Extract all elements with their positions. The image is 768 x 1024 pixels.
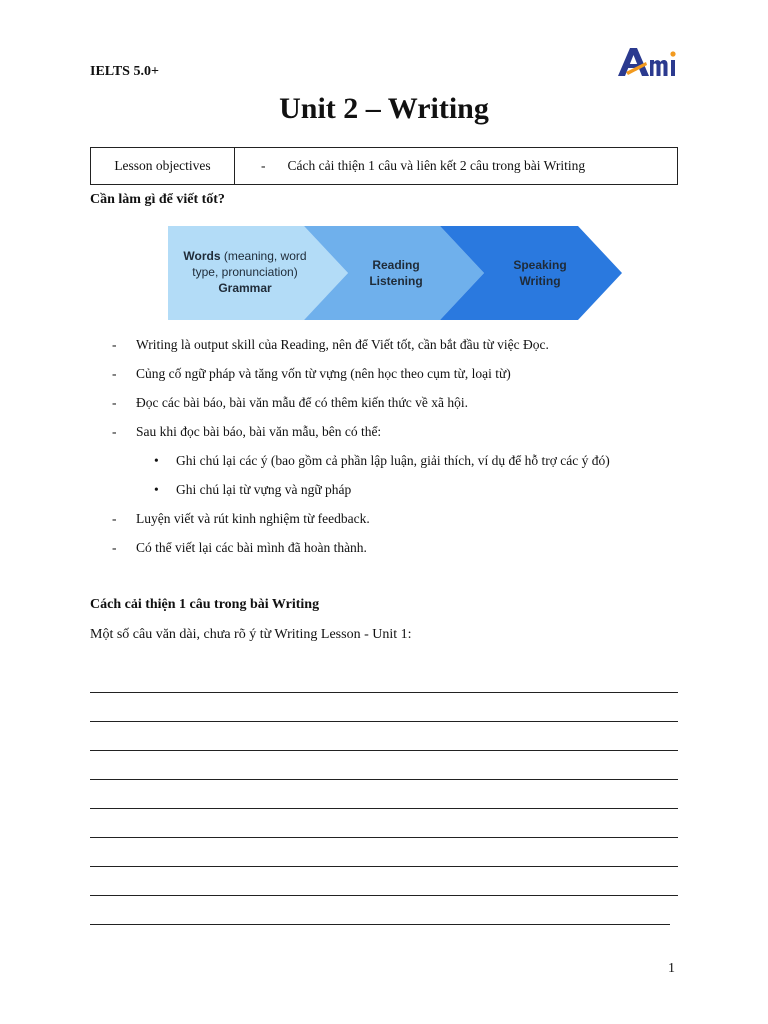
bullet-dash: -: [112, 337, 117, 352]
objectives-cell: [235, 148, 585, 184]
objectives-label: Lesson objectives: [91, 148, 235, 184]
section-heading-improve-sentence: Cách cải thiện 1 câu trong bài Writing: [90, 597, 320, 612]
writing-line[interactable]: [90, 867, 678, 896]
writing-line[interactable]: [90, 751, 678, 780]
process-step-3: [490, 257, 590, 289]
list-item-text: Có thể viết lại các bài mình đã hoàn thành.: [136, 540, 367, 555]
bullet-dash: -: [112, 395, 117, 410]
page-number: 1: [668, 961, 675, 976]
list-item: [112, 510, 702, 539]
writing-line[interactable]: [90, 838, 678, 867]
sub-list-item: [112, 452, 702, 481]
section-intro-text: Một số câu văn dài, chưa rõ ý từ Writing Lesson - Unit 1:: [90, 627, 412, 642]
writing-line[interactable]: [90, 693, 678, 722]
sub-list-item-text: Ghi chú lại từ vựng và ngữ pháp: [176, 482, 352, 497]
writing-line[interactable]: [90, 664, 678, 693]
list-item: [112, 539, 702, 568]
process-step-3-line2: Writing: [519, 274, 561, 288]
process-step-1-rest: (meaning, word type, pronunciation): [192, 249, 307, 279]
learning-process-diagram: [168, 226, 624, 320]
process-step-2-line1: Reading: [372, 258, 420, 272]
ami-logo-icon: [616, 44, 680, 80]
process-step-1: [172, 248, 318, 296]
bullet-dot-icon: •: [154, 453, 159, 468]
bullet-dash: -: [112, 540, 117, 555]
writing-line[interactable]: [90, 780, 678, 809]
writing-line[interactable]: [90, 722, 678, 751]
list-item-text: Củng cố ngữ pháp và tăng vốn từ vựng (nên học theo cụm từ, loại từ): [136, 366, 511, 381]
bullet-dash: -: [112, 366, 117, 381]
ami-logo: [616, 44, 680, 80]
list-item: [112, 423, 702, 452]
sub-list-item-text: Ghi chú lại các ý (bao gồm cả phần lập luận, giải thích, ví dụ để hỗ trợ các ý đó): [176, 453, 610, 468]
sub-list-item: [112, 481, 702, 510]
list-item: [112, 336, 702, 365]
bullet-dash: -: [112, 511, 117, 526]
list-item-text: Sau khi đọc bài báo, bài văn mẫu, bên có thể:: [136, 424, 382, 439]
process-step-2: [346, 257, 446, 289]
lesson-objectives-table: [90, 147, 678, 185]
list-item-text: Writing là output skill của Reading, nên để Viết tốt, cần bắt đầu từ việc Đọc.: [136, 337, 549, 352]
objectives-dash: -: [261, 158, 266, 173]
objectives-value: Cách cải thiện 1 câu và liên kết 2 câu trong bài Writing: [287, 158, 586, 173]
list-item-text: Đọc các bài báo, bài văn mẫu để có thêm kiến thức về xã hội.: [136, 395, 468, 410]
bullet-dash: -: [112, 424, 117, 439]
writing-line[interactable]: [90, 896, 670, 925]
process-step-2-line2: Listening: [369, 274, 423, 288]
section-heading-how-to-write: Cần làm gì để viết tốt?: [90, 192, 225, 207]
tips-list: [112, 336, 702, 568]
list-item: [112, 394, 702, 423]
page-title: Unit 2 – Writing: [279, 92, 489, 125]
process-step-1-line2: Grammar: [218, 281, 272, 295]
list-item-text: Luyện viết và rút kinh nghiệm từ feedback.: [136, 511, 370, 526]
bullet-dot-icon: •: [154, 482, 159, 497]
writing-line[interactable]: [90, 809, 678, 838]
process-step-1-bold: Words: [183, 249, 221, 263]
writing-lines[interactable]: [90, 664, 678, 925]
course-level: IELTS 5.0+: [90, 64, 159, 79]
list-item: [112, 365, 702, 394]
process-step-3-line1: Speaking: [513, 258, 567, 272]
